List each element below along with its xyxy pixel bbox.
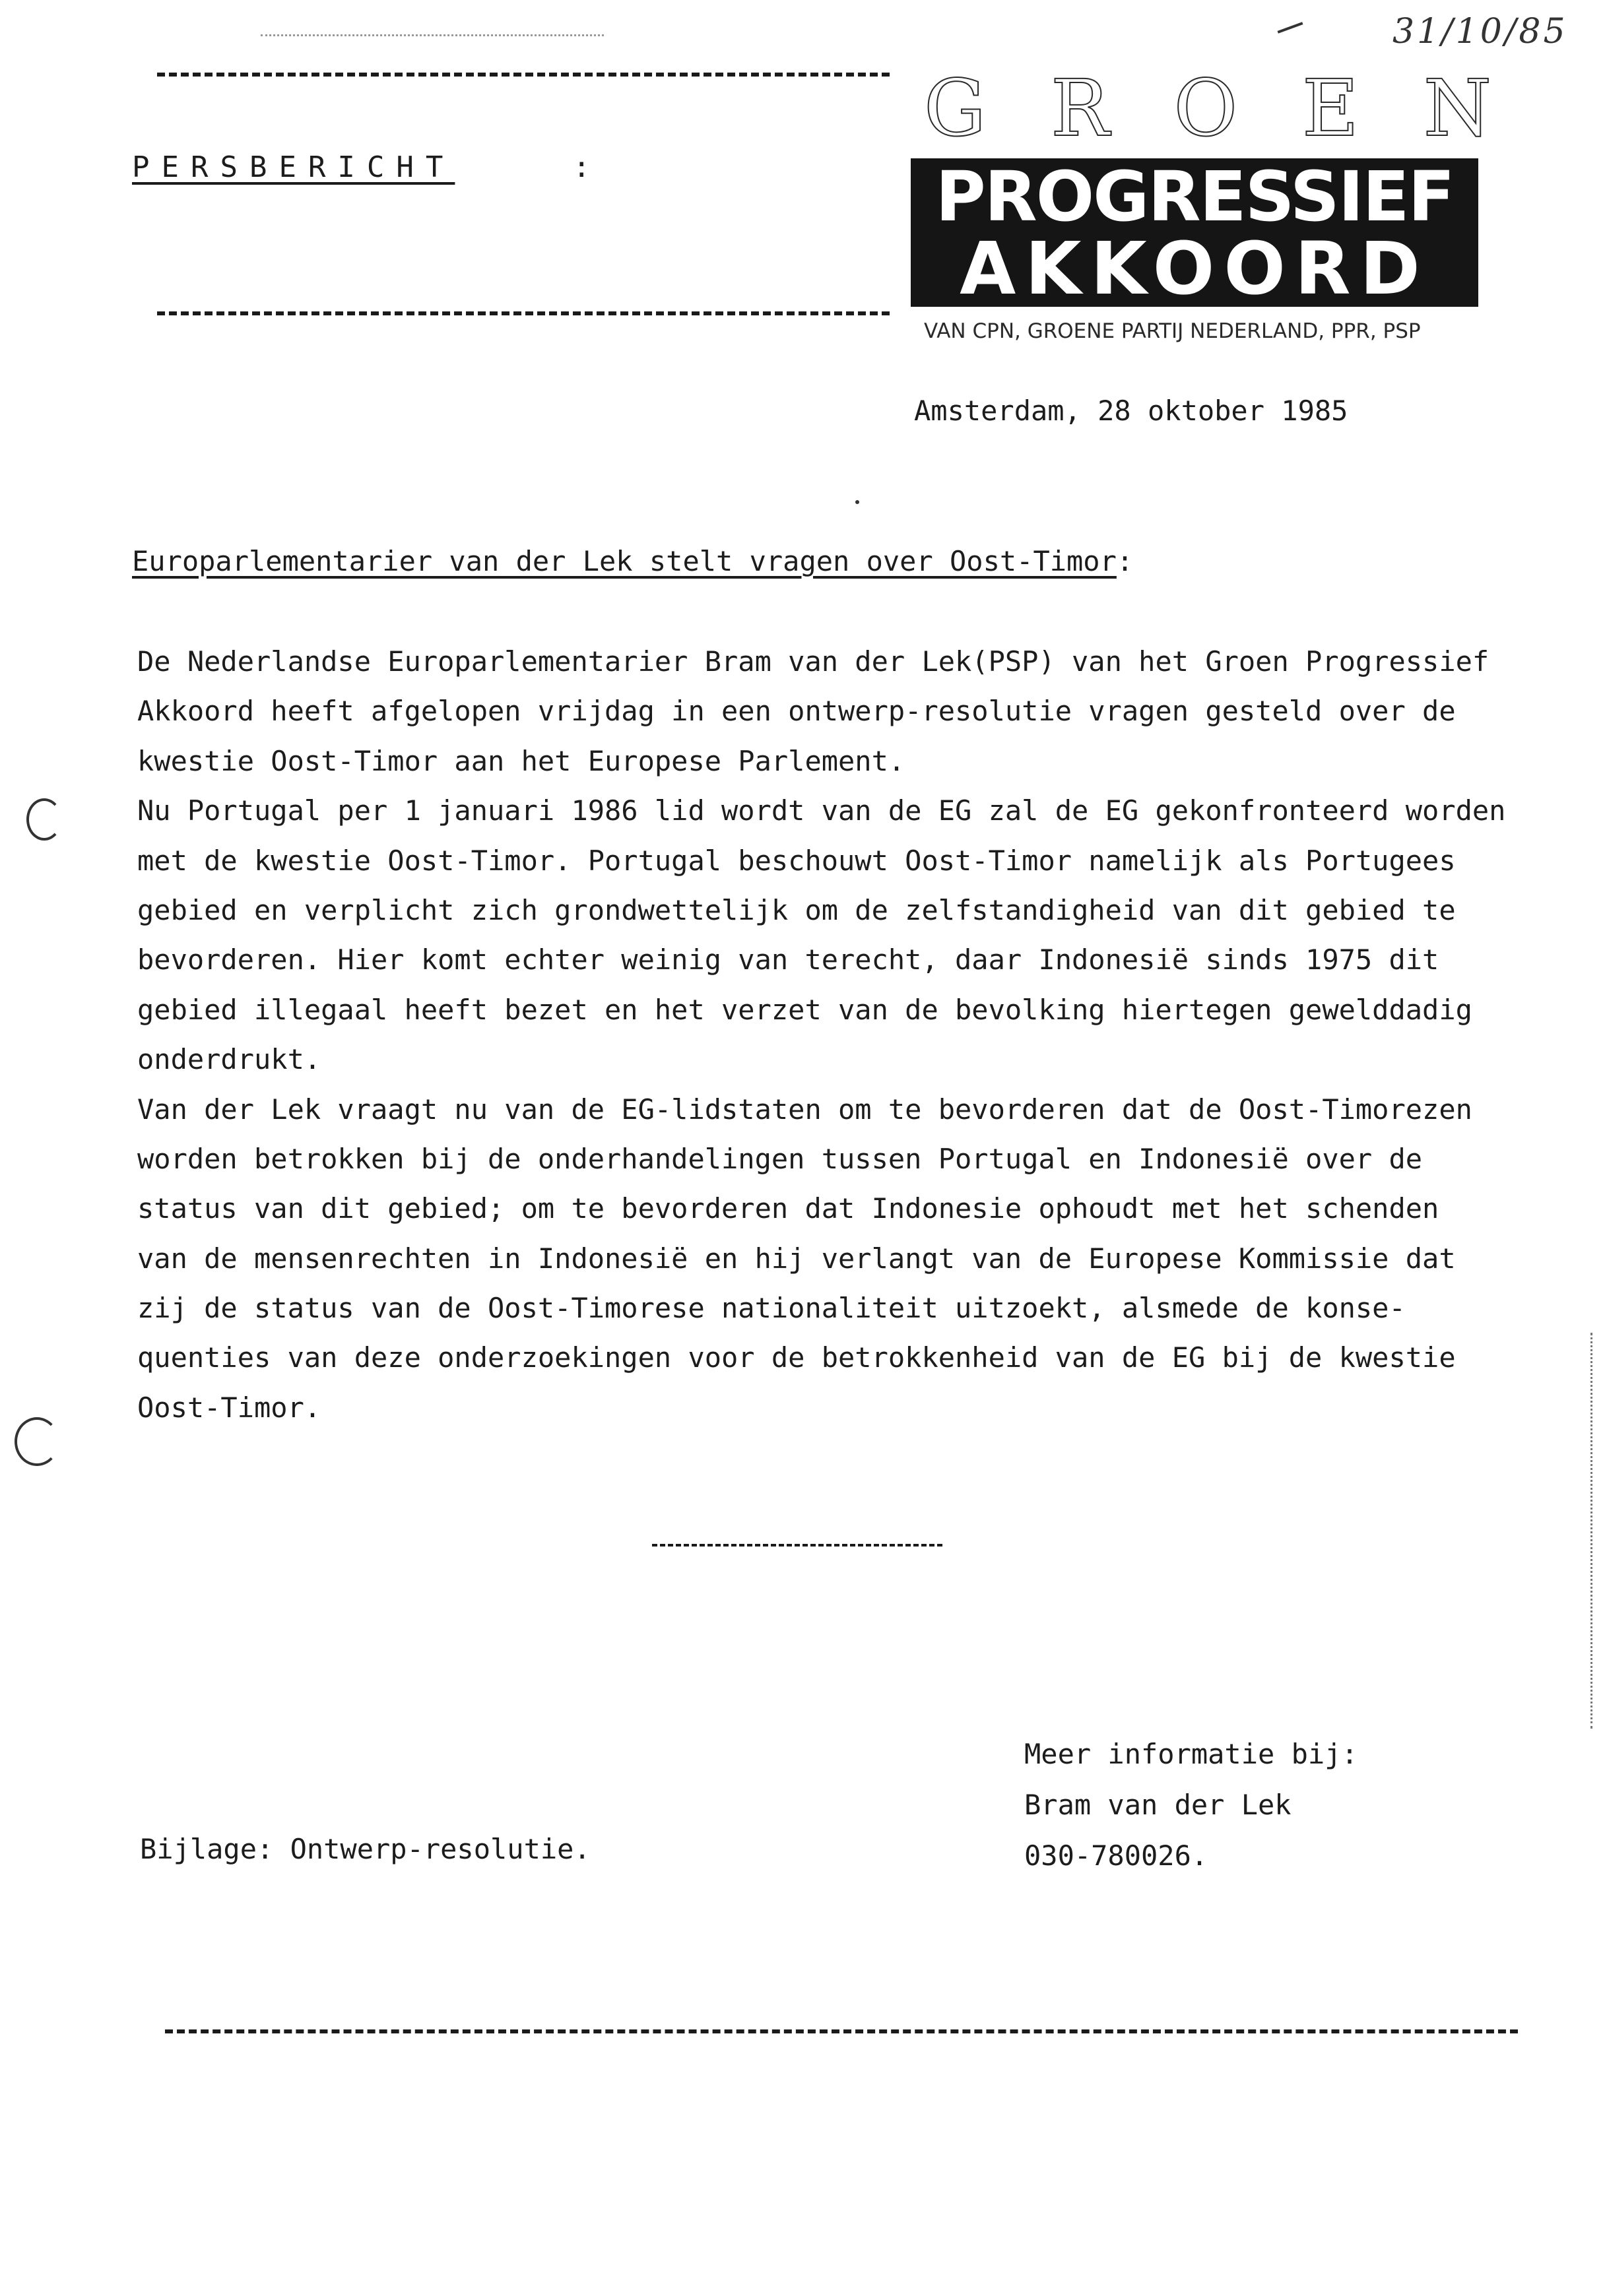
press-release-label: PERSBERICHT <box>132 150 455 184</box>
body-line: zij de status van de Oost-Timorese nationaliteit uitzoekt, alsmede de konse- <box>137 1292 1406 1325</box>
scan-edge-marks <box>1590 1333 1592 1729</box>
contact-block <box>1024 1729 1358 1881</box>
press-release-colon: : <box>573 150 591 184</box>
article-heading <box>132 545 1133 577</box>
body-line: gebied illegaal heeft bezet en het verzet van de bevolking hiertegen gewelddadig <box>137 993 1472 1026</box>
attachment-note: Bijlage: Ontwerp-resolutie. <box>140 1833 591 1865</box>
stray-dot <box>855 500 859 504</box>
punch-hole-top <box>26 798 62 841</box>
body-line: met de kwestie Oost-Timor. Portugal beschouwt Oost-Timor namelijk als Portugees <box>137 844 1456 877</box>
punch-hole-bottom <box>15 1417 59 1466</box>
body-line: Akkoord heeft afgelopen vrijdag in een ontwerp-resolutie vragen gesteld over de <box>137 695 1456 728</box>
body-line: worden betrokken bij de onderhandelingen tussen Portugal en Indonesië over de <box>137 1142 1423 1175</box>
body-line: onderdrukt. <box>137 1043 321 1076</box>
handwritten-tick-mark <box>1278 22 1303 33</box>
logo-subtitle: VAN CPN, GROENE PARTIJ NEDERLAND, PPR, PSP <box>924 319 1421 343</box>
heading-colon: : <box>1116 545 1134 577</box>
faint-header-marks <box>261 34 604 36</box>
body-line: gebied en verplicht zich grondwettelijk om de zelfstandigheid van dit gebied te <box>137 893 1456 926</box>
contact-intro: Meer informatie bij: <box>1024 1738 1358 1770</box>
body-line: quenties van deze onderzoekingen voor de betrokkenheid van de EG bij de kwestie <box>137 1341 1456 1374</box>
logo-letter: O <box>1173 63 1238 154</box>
logo-letter: G <box>924 63 987 154</box>
body-line: kwestie Oost-Timor aan het Europese Parlement. <box>137 744 905 777</box>
article-body <box>137 637 1523 1432</box>
logo-letter: R <box>1050 63 1109 154</box>
body-line: status van dit gebied; om te bevorderen dat Indonesie ophoudt met het schenden <box>137 1192 1439 1225</box>
logo-letter: N <box>1423 63 1491 154</box>
section-separator <box>652 1544 942 1547</box>
logo-progressief: PROGRESSIEF <box>935 158 1454 237</box>
body-line: De Nederlandse Europarlementarier Bram van der Lek(PSP) van het Groen Progressief <box>137 645 1490 678</box>
bottom-dashed-rule <box>165 2029 1518 2033</box>
logo-letter: E <box>1301 63 1359 154</box>
date-line: Amsterdam, 28 oktober 1985 <box>914 395 1348 427</box>
logo-akkoord: AKKOORD <box>960 226 1429 307</box>
body-line: van de mensenrechten in Indonesië en hij verlangt van de Europese Kommissie dat <box>137 1242 1456 1275</box>
body-line: bevorderen. Hier komt echter weinig van terecht, daar Indonesië sinds 1975 dit <box>137 943 1439 976</box>
contact-phone: 030-780026. <box>1024 1839 1208 1872</box>
logo-groen-word <box>924 63 1491 154</box>
top-dashed-rule <box>157 73 890 77</box>
heading-text: Europarlementarier van der Lek stelt vragen over Oost-Timor <box>132 545 1117 577</box>
body-line: Van der Lek vraagt nu van de EG-lidstaten om te bevorderen dat de Oost-Timorezen <box>137 1093 1472 1126</box>
body-line: Oost-Timor. <box>137 1391 321 1424</box>
logo-block <box>911 158 1478 307</box>
handwritten-reference: 31/10/85 <box>1392 12 1568 51</box>
contact-name: Bram van der Lek <box>1024 1789 1292 1821</box>
mid-dashed-rule <box>157 311 890 315</box>
body-line: Nu Portugal per 1 januari 1986 lid wordt van de EG zal de EG gekonfronteerd worden <box>137 794 1506 827</box>
